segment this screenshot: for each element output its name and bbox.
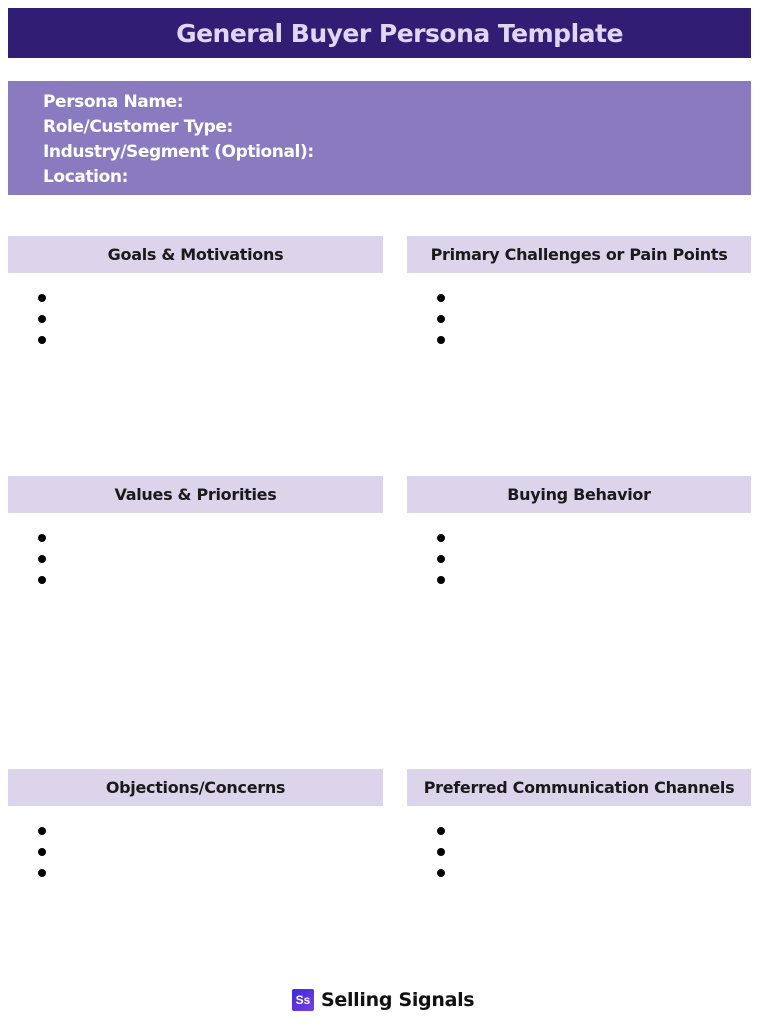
section-values	[8, 476, 383, 590]
bullet-item	[437, 862, 751, 883]
bullet-list	[407, 806, 751, 883]
bullet-icon	[437, 336, 445, 344]
bullet-icon	[38, 534, 46, 542]
bullet-item	[38, 820, 383, 841]
section-header	[407, 236, 751, 273]
bullet-list	[8, 513, 383, 590]
section-header	[8, 769, 383, 806]
bullet-icon	[437, 869, 445, 877]
section-objections	[8, 769, 383, 883]
bullet-item	[437, 841, 751, 862]
bullet-item	[38, 548, 383, 569]
location-label: Location:	[43, 167, 128, 187]
brand-name: Selling Signals	[321, 989, 475, 1011]
bullet-icon	[38, 315, 46, 323]
bullet-item	[38, 308, 383, 329]
bullet-icon	[437, 294, 445, 302]
selling-signals-logo-icon: Ss	[292, 989, 314, 1011]
industry-label: Industry/Segment (Optional):	[43, 142, 314, 162]
bullet-item	[38, 287, 383, 308]
section-title: Preferred Communication Channels	[423, 778, 735, 797]
bullet-item	[437, 527, 751, 548]
bullet-list	[407, 273, 751, 350]
bullet-icon	[38, 848, 46, 856]
bullet-icon	[437, 848, 445, 856]
role-label: Role/Customer Type:	[43, 117, 233, 137]
bullet-item	[38, 569, 383, 590]
section-header	[407, 769, 751, 806]
bullet-list	[8, 806, 383, 883]
section-goals	[8, 236, 383, 350]
bullet-item	[437, 548, 751, 569]
section-header	[8, 476, 383, 513]
bullet-icon	[437, 576, 445, 584]
persona-info-box	[8, 81, 751, 195]
section-header	[407, 476, 751, 513]
footer-brand	[292, 989, 474, 1011]
bullet-item	[437, 308, 751, 329]
bullet-item	[437, 329, 751, 350]
bullet-icon	[437, 315, 445, 323]
section-header	[8, 236, 383, 273]
bullet-list	[407, 513, 751, 590]
bullet-icon	[38, 827, 46, 835]
section-title: Objections/Concerns	[105, 778, 286, 797]
page-title: General Buyer Persona Template	[176, 18, 623, 48]
section-title: Goals & Motivations	[107, 245, 284, 264]
section-buying-behavior	[407, 476, 751, 590]
bullet-icon	[437, 555, 445, 563]
bullet-item	[38, 841, 383, 862]
bullet-item	[437, 287, 751, 308]
bullet-icon	[437, 827, 445, 835]
section-title: Primary Challenges or Pain Points	[430, 245, 728, 264]
section-challenges	[407, 236, 751, 350]
persona-name-label: Persona Name:	[43, 92, 184, 112]
bullet-item	[437, 820, 751, 841]
bullet-icon	[38, 336, 46, 344]
bullet-icon	[437, 534, 445, 542]
bullet-list	[8, 273, 383, 350]
section-title: Values & Priorities	[114, 485, 277, 504]
section-title: Buying Behavior	[507, 485, 651, 504]
bullet-item	[437, 569, 751, 590]
section-communication-channels	[407, 769, 751, 883]
title-bar	[8, 8, 751, 58]
bullet-icon	[38, 576, 46, 584]
bullet-item	[38, 862, 383, 883]
bullet-icon	[38, 294, 46, 302]
bullet-icon	[38, 869, 46, 877]
bullet-item	[38, 527, 383, 548]
bullet-icon	[38, 555, 46, 563]
bullet-item	[38, 329, 383, 350]
